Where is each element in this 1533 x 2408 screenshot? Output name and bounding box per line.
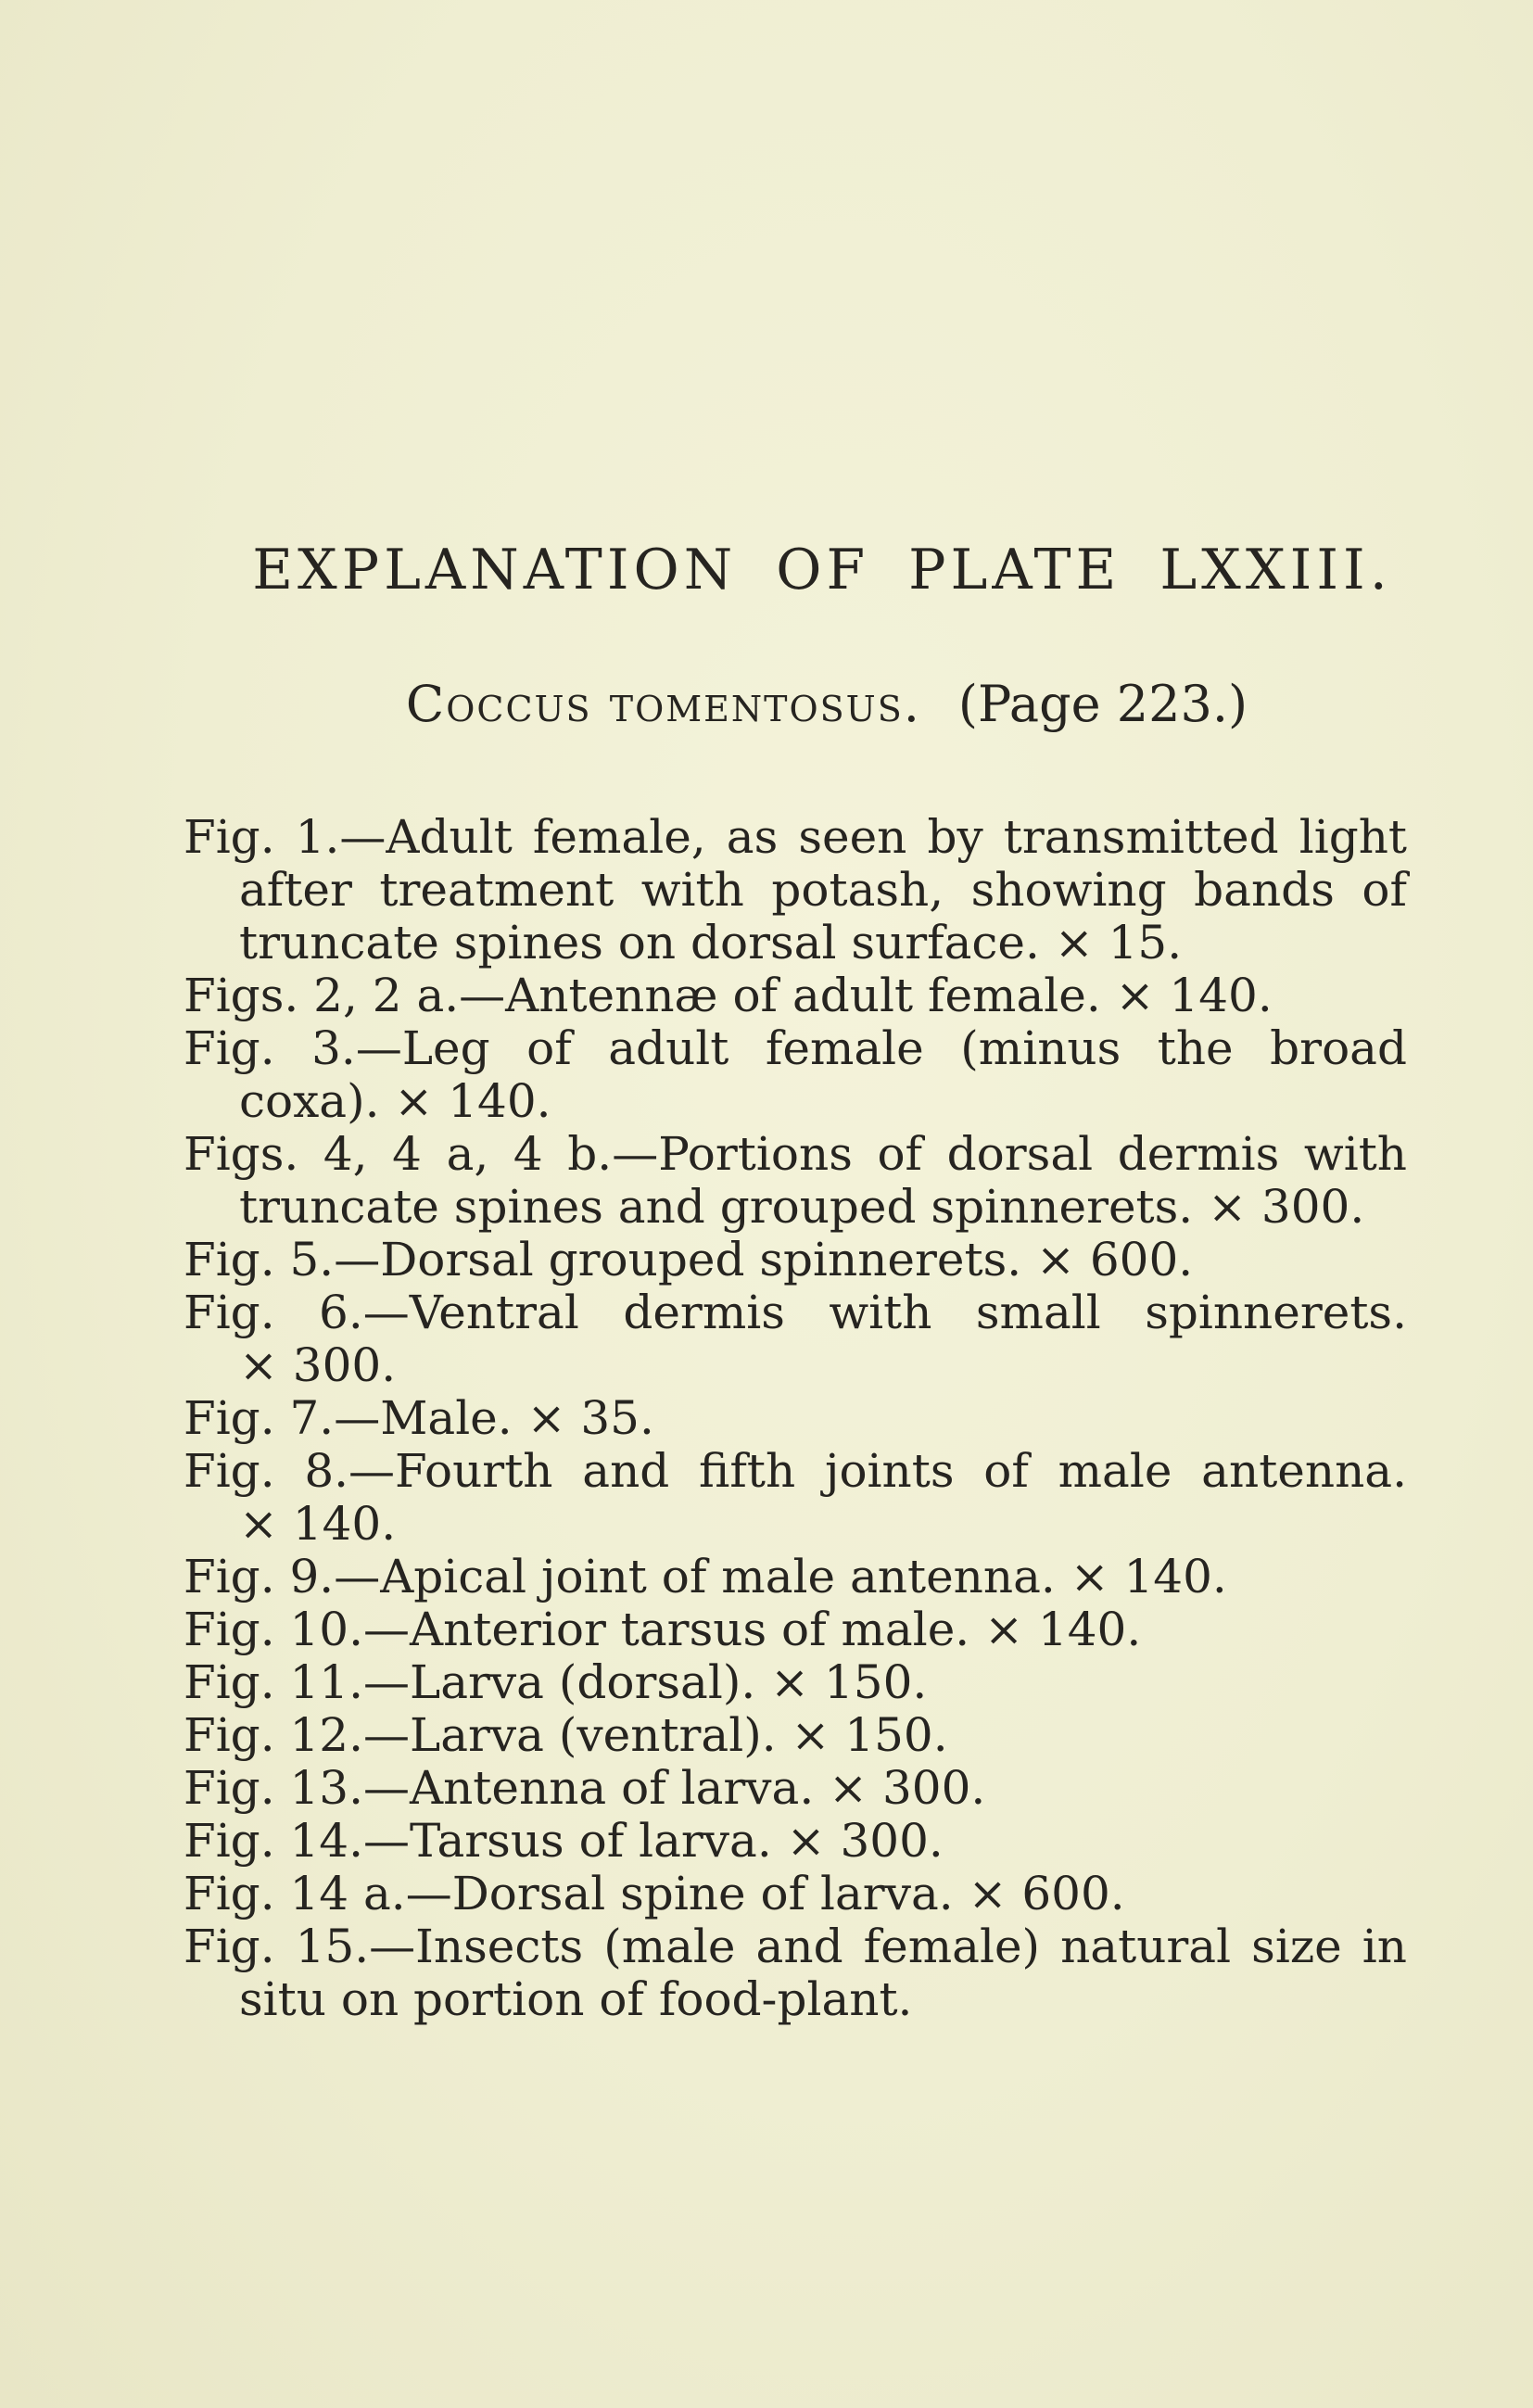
figure-entry (184, 1128, 1407, 1234)
figure-label: Fig. 10. (184, 1603, 363, 1656)
figure-entry (184, 1709, 1407, 1762)
figure-entry (184, 1656, 1407, 1709)
figure-description: —Leg of adult female (minus the broad coxa). (239, 1021, 1407, 1128)
figure-entry (184, 1920, 1407, 2026)
figure-description: —Larva (dorsal). (363, 1655, 756, 1709)
figure-scale: × 150. (791, 1708, 948, 1762)
figure-description: —Antenna of larva. (363, 1761, 815, 1815)
figure-label: Figs. 4, 4 a, 4 b. (184, 1127, 613, 1181)
figure-description: —Portions of dorsal dermis with truncate spines and grouped spinnerets. (239, 1127, 1407, 1234)
figure-label: Fig. 13. (184, 1761, 363, 1815)
species-name: Coccus tomentosus. (405, 675, 921, 733)
figure-scale: × 600. (968, 1867, 1125, 1920)
figure-scale: × 140. (984, 1603, 1142, 1656)
figure-description: —Fourth and fifth joints of male antenna. (348, 1444, 1407, 1498)
figure-description: —Tarsus of larva. (363, 1814, 772, 1868)
figure-entry (184, 1286, 1407, 1392)
figure-label: Fig. 7. (184, 1391, 335, 1445)
figure-entry (184, 1868, 1407, 1920)
figure-list (184, 811, 1407, 2026)
figure-description: —Larva (ventral). (363, 1708, 777, 1762)
figure-label: Fig. 3. (184, 1021, 356, 1075)
figure-scale: × 140. (239, 1497, 397, 1551)
page-subtitle (0, 672, 1533, 737)
figure-label: Fig. 9. (184, 1550, 335, 1603)
figure-entry (184, 1445, 1407, 1551)
figure-entry (184, 1022, 1407, 1128)
figure-scale: × 35. (526, 1391, 654, 1445)
page-title: EXPLANATION OF PLATE LXXIII. (252, 538, 1392, 602)
figure-scale: × 600. (1036, 1233, 1194, 1286)
figure-label: Figs. 2, 2 a. (184, 969, 460, 1022)
figure-description: —Insects (male and female) natural size in situ on portion of food-plant. (239, 1920, 1407, 2026)
figure-entry (184, 1762, 1407, 1815)
figure-description: —Male. (334, 1391, 513, 1445)
figure-entry (184, 970, 1407, 1022)
page-reference: (Page 223.) (957, 675, 1248, 733)
figure-description: —Ventral dermis with small spinnerets. (362, 1286, 1407, 1339)
figure-scale: × 300. (1208, 1180, 1365, 1234)
figure-description: —Adult female, as seen by transmitted light after treatment with potash, showing bands of truncate spines on dorsal surface. (239, 810, 1408, 970)
figure-entry (184, 1603, 1407, 1656)
figure-entry (184, 1815, 1407, 1868)
figure-label: Fig. 14 a. (184, 1867, 406, 1920)
figure-scale: × 140. (394, 1074, 551, 1128)
figure-scale: × 140. (1115, 969, 1273, 1022)
figure-label: Fig. 1. (184, 810, 340, 864)
figure-label: Fig. 12. (184, 1708, 363, 1762)
figure-description: —Dorsal spine of larva. (405, 1867, 954, 1920)
figure-label: Fig. 14. (184, 1814, 363, 1868)
figure-entry (184, 811, 1407, 970)
figure-scale: × 300. (829, 1761, 986, 1815)
figure-scale: × 300. (239, 1338, 397, 1392)
figure-label: Fig. 6. (184, 1286, 363, 1339)
figure-scale: × 15. (1054, 916, 1183, 970)
figure-scale: × 140. (1070, 1550, 1227, 1603)
figure-label: Fig. 5. (184, 1233, 335, 1286)
figure-description: —Dorsal grouped spinnerets. (334, 1233, 1022, 1286)
figure-description: —Anterior tarsus of male. (363, 1603, 970, 1656)
figure-entry (184, 1234, 1407, 1286)
figure-scale: × 150. (770, 1655, 928, 1709)
figure-label: Fig. 15. (184, 1920, 370, 1973)
figure-entry (184, 1551, 1407, 1603)
figure-description: —Apical joint of male antenna. (334, 1550, 1056, 1603)
figure-label: Fig. 11. (184, 1655, 363, 1709)
figure-entry (184, 1392, 1407, 1445)
figure-label: Fig. 8. (184, 1444, 349, 1498)
figure-scale: × 300. (786, 1814, 944, 1868)
figure-description: —Antennæ of adult female. (459, 969, 1101, 1022)
